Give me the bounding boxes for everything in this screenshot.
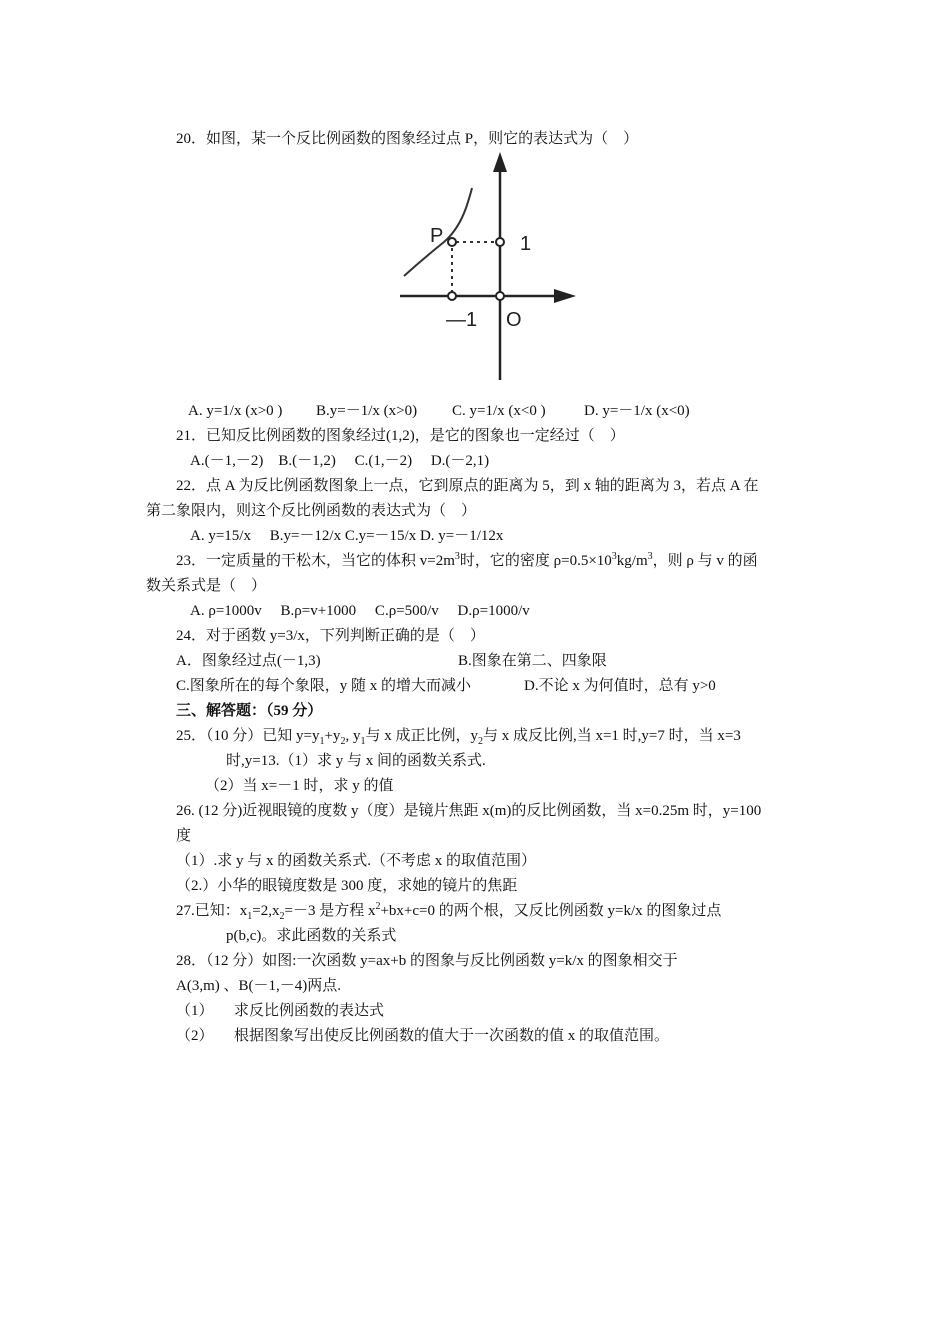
q27-line2: p(b,c)。求此函数的关系式 — [226, 928, 397, 944]
q25-line1: 25．（10 分）已知 $y=y_1+y_2$, $y_1$与 x 成正比例，$y_2$与 x 成反比例,当 x=1 时,y=7 时，当 x=3 — [176, 728, 741, 747]
label-y-tick: 1 — [520, 233, 532, 255]
q25-line2: 时,y=13.（1）求 y 与 x 间的函数关系式. — [226, 753, 486, 769]
q24-option-b: B.图象在第二、四象限 — [458, 653, 607, 669]
q20-figure — [388, 152, 584, 384]
q28-part1-num: （1） — [176, 1003, 214, 1019]
q22-stem-line2: 第二象限内，则这个反比例函数的表达式为（ ） — [146, 503, 477, 519]
q20-option-a: A. y=1/x (x>0 ) — [188, 403, 283, 419]
q26-line2: 度 — [176, 828, 192, 844]
q28-line2: A(3,m) 、B(－1,－4)两点. — [176, 978, 341, 994]
q26-line4: （2.）小华的眼镜度数是 300 度，求她的镜片的焦距 — [176, 878, 518, 894]
q20-option-b: B.y=－1/x (x>0) — [316, 403, 418, 419]
q20-option-c: C. y=1/x (x<0 ) — [452, 403, 546, 419]
q24-options-row2 — [176, 676, 716, 696]
q21-options: A.(－1,－2) B.(－1,2) C.(1,－2) D.(－2,1) — [190, 453, 490, 469]
q21-stem: 21．已知反比例函数的图象经过(1,2)，是它的图象也一定经过（ ） — [176, 428, 625, 444]
y-axis-arrow — [493, 152, 507, 172]
q25-line3: （2）当 x=－1 时，求 y 的值 — [205, 778, 394, 794]
q28-part2 — [176, 1026, 669, 1046]
q20-option-d: D. y=－1/x (x<0) — [584, 403, 690, 419]
q20-stem: 20．如图，某一个反比例函数的图象经过点 P，则它的表达式为（ ） — [176, 131, 639, 147]
q23-options: A. ρ=1000v B.ρ=v+1000 C.ρ=500/v D.ρ=1000/v — [190, 603, 530, 619]
q24-stem: 24．对于函数 y=3/x，下列判断正确的是（ ） — [176, 628, 485, 644]
q24-option-c: C.图象所在的每个象限，y 随 x 的增大而减小 — [176, 678, 472, 694]
q28-part1-text: 求反比例函数的表达式 — [234, 1003, 385, 1019]
q28-part2-text: 根据图象写出使反比例函数的值大于一次函数的值 x 的取值范围。 — [234, 1028, 670, 1044]
q20-options — [188, 401, 690, 421]
section-heading: 三、解答题：（59 分） — [176, 703, 323, 719]
q28-part1 — [176, 1001, 384, 1021]
q26-line3: （1）.求 y 与 x 的函数关系式.（不考虑 x 的取值范围） — [176, 853, 537, 869]
label-origin: O — [506, 309, 522, 331]
x-axis-arrow — [554, 289, 576, 303]
point-p — [448, 238, 456, 246]
label-p: P — [430, 225, 444, 247]
q23-stem-line2: 数关系式是（ ） — [146, 578, 267, 594]
q24-option-d: D.不论 x 为何值时，总有 y>0 — [524, 678, 716, 694]
point-origin — [496, 292, 504, 300]
coordinate-graph — [388, 152, 584, 384]
point-x-neg1 — [448, 292, 456, 300]
q28-part2-num: （2） — [176, 1028, 214, 1044]
point-y1 — [496, 238, 504, 246]
q23-stem-line1: 23．一定质量的干松木，当它的体积 $v=2m^3$时，它的密度 $\rho=0.5\times 10^3kg/m^3$，则 ρ 与 v 的函 — [176, 551, 758, 569]
q24-option-a: A．图象经过点(－1,3) — [176, 653, 321, 669]
q27-line1: 27.已知：$x_1=2,x_2=-3$ 是方程 $x^2+bx+c=0$ 的两个根，又反比例函数 y=k/x 的图象过点 — [176, 901, 722, 922]
q26-line1: 26. (12 分)近视眼镜的度数 y（度）是镜片焦距 x(m)的反比例函数，当 x=0.25m 时，y=100 — [176, 803, 762, 819]
q28-line1: 28．（12 分）如图:一次函数 y=ax+b 的图象与反比例函数 y=k/x 的图象相交于 — [176, 953, 678, 969]
q24-options-row1 — [176, 651, 607, 671]
q22-stem-line1: 22．点 A 为反比例函数图象上一点，它到原点的距离为 5，到 x 轴的距离为 3，若点 A 在 — [176, 478, 759, 494]
label-x-tick: —1 — [446, 309, 478, 331]
q22-options: A. y=15/x B.y=－12/x C.y=－15/x D. y=－1/12x — [190, 528, 504, 544]
